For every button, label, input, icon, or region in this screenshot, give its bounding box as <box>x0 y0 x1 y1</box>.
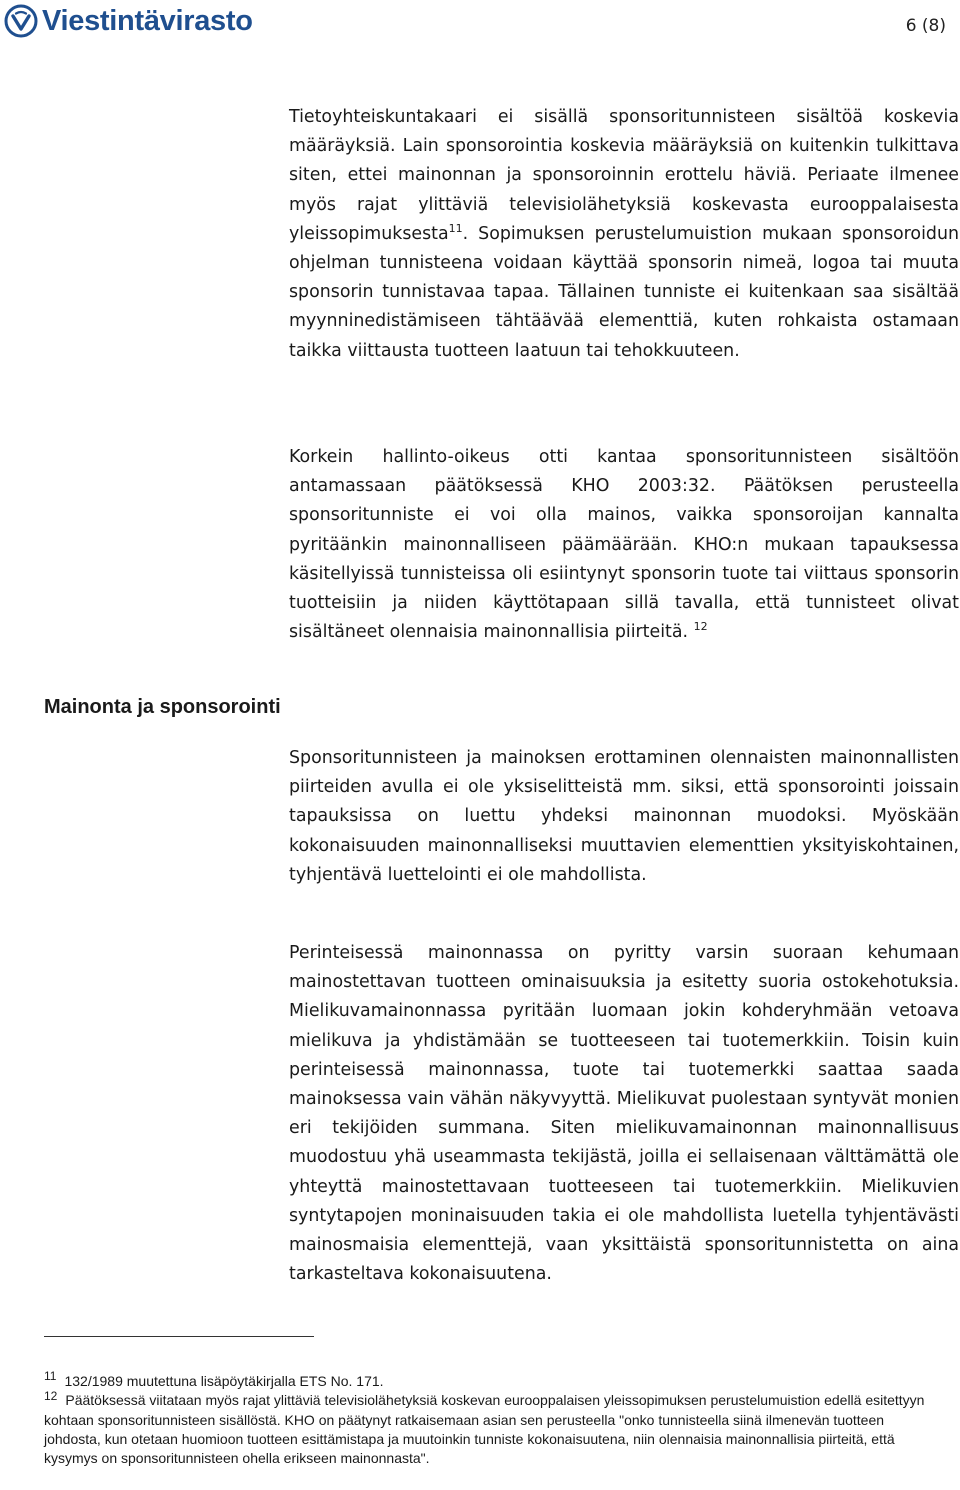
paragraph-traditional-advertising: Perinteisessä mainonnassa on pyritty varsin suoraan kehumaan mainostettavan tuotteen ominaisuuksia ja esitetty suoria ostokehotuksia. Mielikuvamainonnassa pyritään luomaan jokin kohderyhmään vetoava mielikuva ja yhdistämään se tuotteeseen tai tuotemerkkiin. Toisin kuin perinteisessä mainonnassa, tuote tai tuotemerkki saattaa saada mainoksessa vain vähän näkyvyyttä. Mielikuvat puolestaan syntyvät monien eri tekijöiden summana. Siten mielikuvamainonnan mainonnallisuus muodostuu yhä useammasta tekijästä, joilla ei sellaisenaan välttämättä ole yhteyttä mainostettavaan tuotteeseen tai tuotemerkkiin. Mielikuvien syntytapojen moninaisuuden takia ei ole mahdollista luetella tyhjentävästi mainosmaisia elementtejä, vaan yksittäistä sponsoritunnistetta on aina tarkasteltava kokonaisuutena. <box>289 943 959 1285</box>
footnote-ref-12[interactable]: 12 <box>693 620 708 634</box>
paragraph-sponsor-content-rules <box>289 103 959 366</box>
footnote-12 <box>44 1388 944 1468</box>
paragraph-text-continued: . Sopimuksen perustelumuistion mukaan sponsoroidun ohjelman tunnisteena voidaan käyttää sponsorin nimeä, logoa tai muuta sponsorin tunnistavaa tapaa. Tällainen tunniste ei kuitenkaan saa sisältää myynninedistämiseen tähtäävää elementtiä, kuten rohkaista ostamaan taikka viittausta tuotteen laatuun tai tehokkuuteen. <box>289 223 959 361</box>
footnote-text: 132/1989 muutettuna lisäpöytäkirjalla ETS No. 171. <box>64 1373 384 1389</box>
page-number: 6 (8) <box>905 16 946 36</box>
paragraph-distinguishing-ads: Sponsoritunnisteen ja mainoksen erottaminen olennaisten mainonnallisten piirteiden avulla ei ole yksiselitteistä mm. siksi, että sponsorointi joissain tapauksissa on luettu yhdeksi mainonnan muodoksi. Myöskään kokonaisuuden mainonnalliseksi muuttavien elementtien yksityiskohtainen, tyhjentävä luettelointi ei ole mahdollista. <box>289 748 959 885</box>
footnote-text: Päätöksessä viitataan myös rajat ylittäviä televisiolähetyksiä koskevan eurooppalaisen yleissopimuksen perustelumuistion edellä esitettyyn kohtaan sponsoritunnisteen sisällöstä. KHO on päätynyt ratkaisemaan asian sen perusteella "onko tunnisteella siinä ilmenevän tuotteen johdosta, kun otetaan huomioon tuotteen esittämistapa ja muutoinkin tunniste kokonaisuutena, niin olennaisia mainonnallisia piirteitä, että kysymys on sponsoritunnisteen ohella erikseen mainonnasta". <box>44 1392 925 1467</box>
footnotes <box>44 1369 944 1468</box>
viestintavirasto-logo-icon <box>4 4 38 38</box>
footnote-ref-11[interactable]: 11 <box>448 222 463 236</box>
footnote-11 <box>44 1369 944 1391</box>
paragraph-kho-decision <box>289 443 959 647</box>
section-heading-advertising-sponsorship: Mainonta ja sponsorointi <box>44 696 281 718</box>
footnote-number: 12 <box>44 1388 58 1403</box>
brand-logo <box>4 4 253 38</box>
paragraph-text: Tietoyhteiskuntakaari ei sisällä sponsoritunnisteen sisältöä koskevia määräyksiä. Lain sponsorointia koskevia määräyksiä on kuitenkin tulkittava siten, ettei mainonnan ja sponsoroinnin erottelu häviä. Periaate ilmenee myös rajat ylittäviä televisiolähetyksiä koskevasta eurooppalaisesta yleissopimuksesta <box>289 107 959 244</box>
paragraph-text: Korkein hallinto-oikeus otti kantaa sponsoritunnisteen sisältöön antamassaan päätöksessä KHO 2003:32. Päätöksen perusteella sponsoritunniste ei voi olla mainos, vaikka sponsoroijan kannalta pyritäänkin mainonnalliseen päämäärään. KHO:n mukaan tapauksessa käsitellyissä tunnisteissa oli esiintynyt sponsorin tuote tai viittaus sponsorin tuotteisiin ja niiden käyttötapaan sillä tavalla, että tunnisteet olivat sisältäneet olennaisia mainonnallisia piirteitä. <box>289 447 959 643</box>
footnote-divider <box>44 1336 314 1337</box>
footnote-number: 11 <box>44 1369 57 1384</box>
logo-text: Viestintävirasto <box>42 4 253 37</box>
